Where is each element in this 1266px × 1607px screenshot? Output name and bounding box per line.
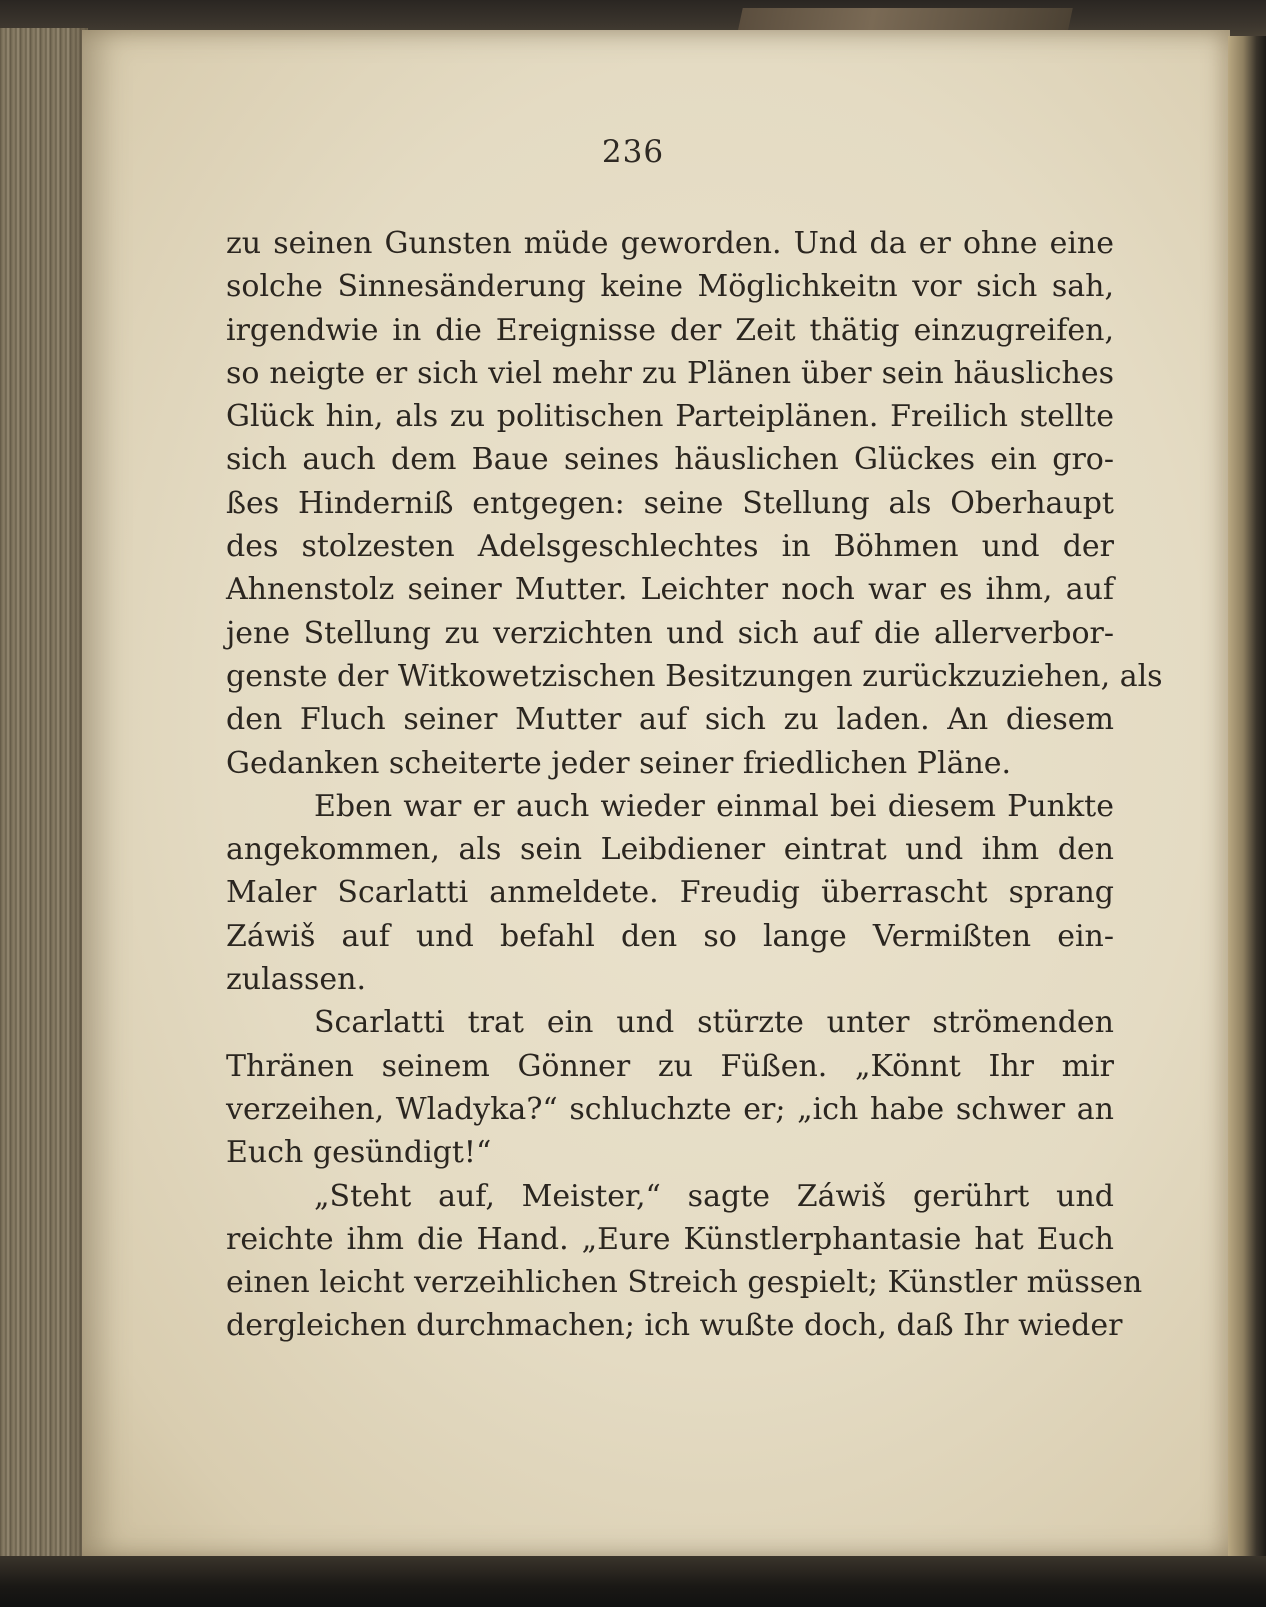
book-bottom-edge [0,1556,1266,1607]
page-number: 236 [601,134,665,170]
text-line: solche Sinnesänderung keine Möglichkeitn vor sich sah, [226,269,1114,305]
text-line: verzeihen, Wladyka?“ schluchzte er; „ich habe schwer an [226,1091,1114,1127]
book-right-edge [1228,36,1266,1560]
text-line: genste der Witkowetzischen Besitzungen zurückzuziehen, als [226,658,1163,694]
text-line: reichte ihm die Hand. „Eure Künstlerphantasie hat Euch [226,1221,1114,1257]
text-line: des stolzesten Adelsgeschlechtes in Böhmen und der [226,529,1114,565]
text-line: „Steht auf, Meister,“ sagte Záwiš gerührt und [314,1178,1114,1214]
page-stack-edge [0,28,88,1560]
text-line: zu seinen Gunsten müde geworden. Und da er ohne eine [226,226,1114,261]
text-line: den Fluch seiner Mutter auf sich zu laden. An diesem [226,702,1114,738]
text-line: Záwiš auf und befahl den so lange Vermißten ein- [226,918,1114,954]
text-line: Ahnenstolz seiner Mutter. Leichter noch war es ihm, auf [226,572,1114,608]
text-line: einen leicht verzeihlichen Streich gespielt; Künstler müssen [226,1265,1143,1301]
text-line: angekommen, als sein Leibdiener eintrat und ihm den [226,832,1114,868]
text-line: dergleichen durchmachen; ich wußte doch, daß Ihr wieder [226,1308,1123,1344]
text-line: jene Stellung zu verzichten und sich auf die allerverbor- [226,615,1114,651]
text-line: sich auch dem Baue seines häuslichen Glückes ein gro- [226,442,1114,478]
body-text [226,222,1163,1348]
text-line: ßes Hinderniß entgegen: seine Stellung als Oberhaupt [226,485,1114,521]
text-line: Maler Scarlatti anmeldete. Freudig überrascht sprang [226,875,1114,911]
text-line: zulassen. [226,962,367,998]
text-line: Scarlatti trat ein und stürzte unter strömenden [314,1005,1114,1041]
text-line: so neigte er sich viel mehr zu Plänen über sein häusliches [226,355,1114,391]
text-line: Eben war er auch wieder einmal bei diesem Punkte [314,788,1114,824]
text-line: irgendwie in die Ereignisse der Zeit thätig einzugreifen, [226,312,1114,348]
text-line: Euch gesündigt!“ [226,1135,492,1171]
text-line: Thränen seinem Gönner zu Füßen. „Könnt Ihr mir [226,1048,1114,1084]
text-line: Gedanken scheiterte jeder seiner friedlichen Pläne. [226,745,1012,781]
text-line: Glück hin, als zu politischen Parteiplänen. Freilich stellte [226,399,1114,435]
